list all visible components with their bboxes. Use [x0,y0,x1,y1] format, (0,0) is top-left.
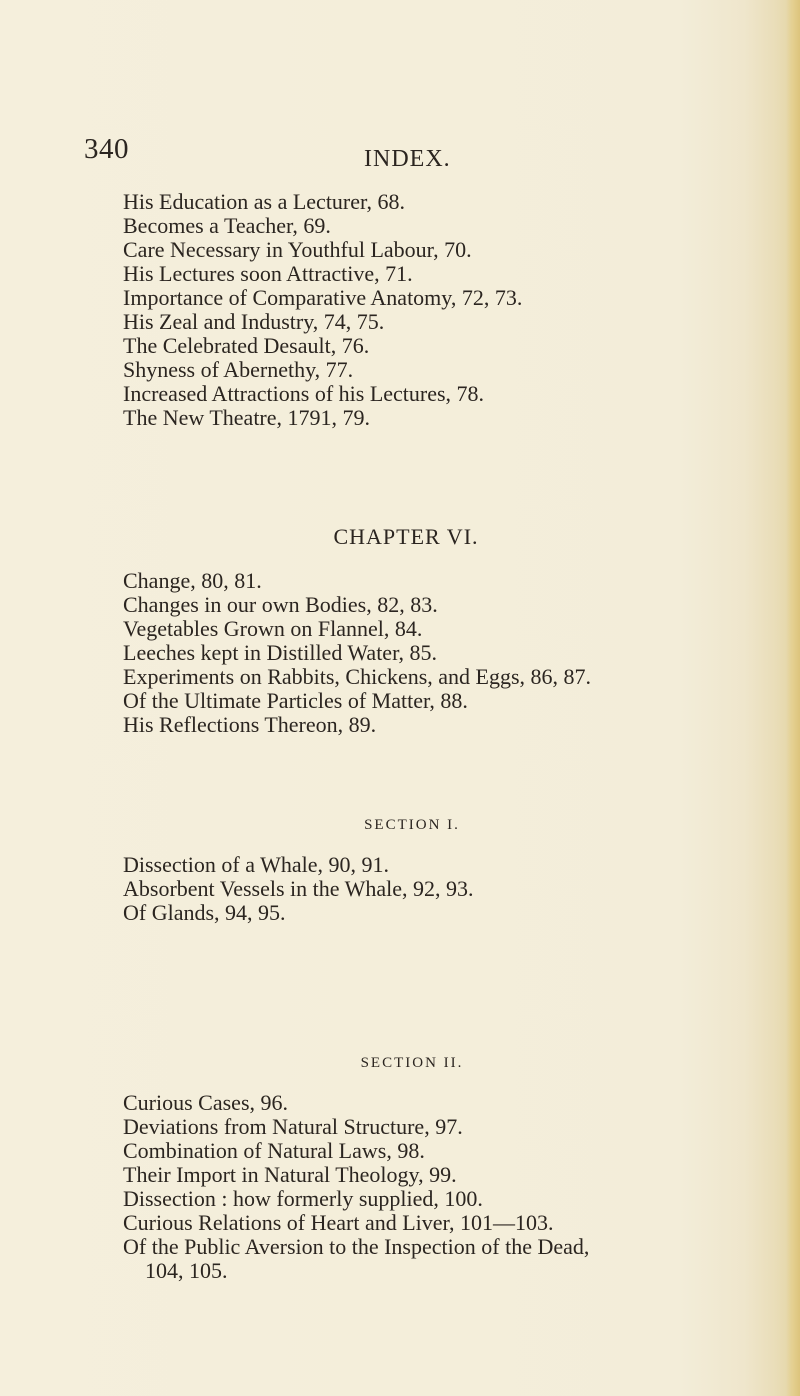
index-entry: The Celebrated Desault, 76. [123,333,370,358]
index-entries-section-1 [123,853,474,925]
index-entry: His Education as a Lecturer, 68. [123,189,405,214]
index-entry: The New Theatre, 1791, 79. [123,405,371,430]
section-heading: SECTION II. [360,1055,464,1071]
index-entry: Combination of Natural Laws, 98. [123,1138,425,1163]
index-entry: Of the Ultimate Particles of Matter, 88. [123,688,468,713]
index-entry: Shyness of Abernethy, 77. [123,357,354,382]
index-entry: Vegetables Grown on Flannel, 84. [123,616,423,641]
index-entry: Importance of Comparative Anatomy, 72, 73. [123,285,523,310]
index-entry: Their Import in Natural Theology, 99. [123,1162,457,1187]
index-entry: Becomes a Teacher, 69. [123,213,331,238]
index-entry: His Reflections Thereon, 89. [123,712,377,737]
chapter-heading: CHAPTER VI. [333,524,479,549]
index-entry-continuation: 104, 105. [145,1258,228,1283]
index-entries-chapter [123,569,591,737]
index-entry: Deviations from Natural Structure, 97. [123,1114,463,1139]
index-entry: Dissection : how formerly supplied, 100. [123,1186,483,1211]
index-entry: Of the Public Aversion to the Inspection of the Dead, [123,1234,590,1259]
index-entry: Leeches kept in Distilled Water, 85. [123,640,438,665]
index-entry: Of Glands, 94, 95. [123,900,286,925]
index-entry: His Lectures soon Attractive, 71. [123,261,413,286]
index-entry: Curious Relations of Heart and Liver, 101—103. [123,1210,554,1235]
index-entry: Experiments on Rabbits, Chickens, and Eggs, 86, 87. [123,664,592,689]
index-entry: Curious Cases, 96. [123,1090,288,1115]
section-heading: SECTION I. [364,817,460,833]
index-entry: Dissection of a Whale, 90, 91. [123,852,389,877]
index-entry: Change, 80, 81. [123,568,262,593]
running-head: INDEX. [364,146,451,172]
page-number: 340 [84,133,129,165]
index-entries-section-2 [123,1091,589,1283]
index-entry: Absorbent Vessels in the Whale, 92, 93. [123,876,474,901]
index-entry: Changes in our own Bodies, 82, 83. [123,592,438,617]
index-entry: His Zeal and Industry, 74, 75. [123,309,385,334]
index-entries-intro [123,190,522,430]
index-entry: Increased Attractions of his Lectures, 78. [123,381,485,406]
index-entry: Care Necessary in Youthful Labour, 70. [123,237,472,262]
page-edge [786,0,800,1396]
